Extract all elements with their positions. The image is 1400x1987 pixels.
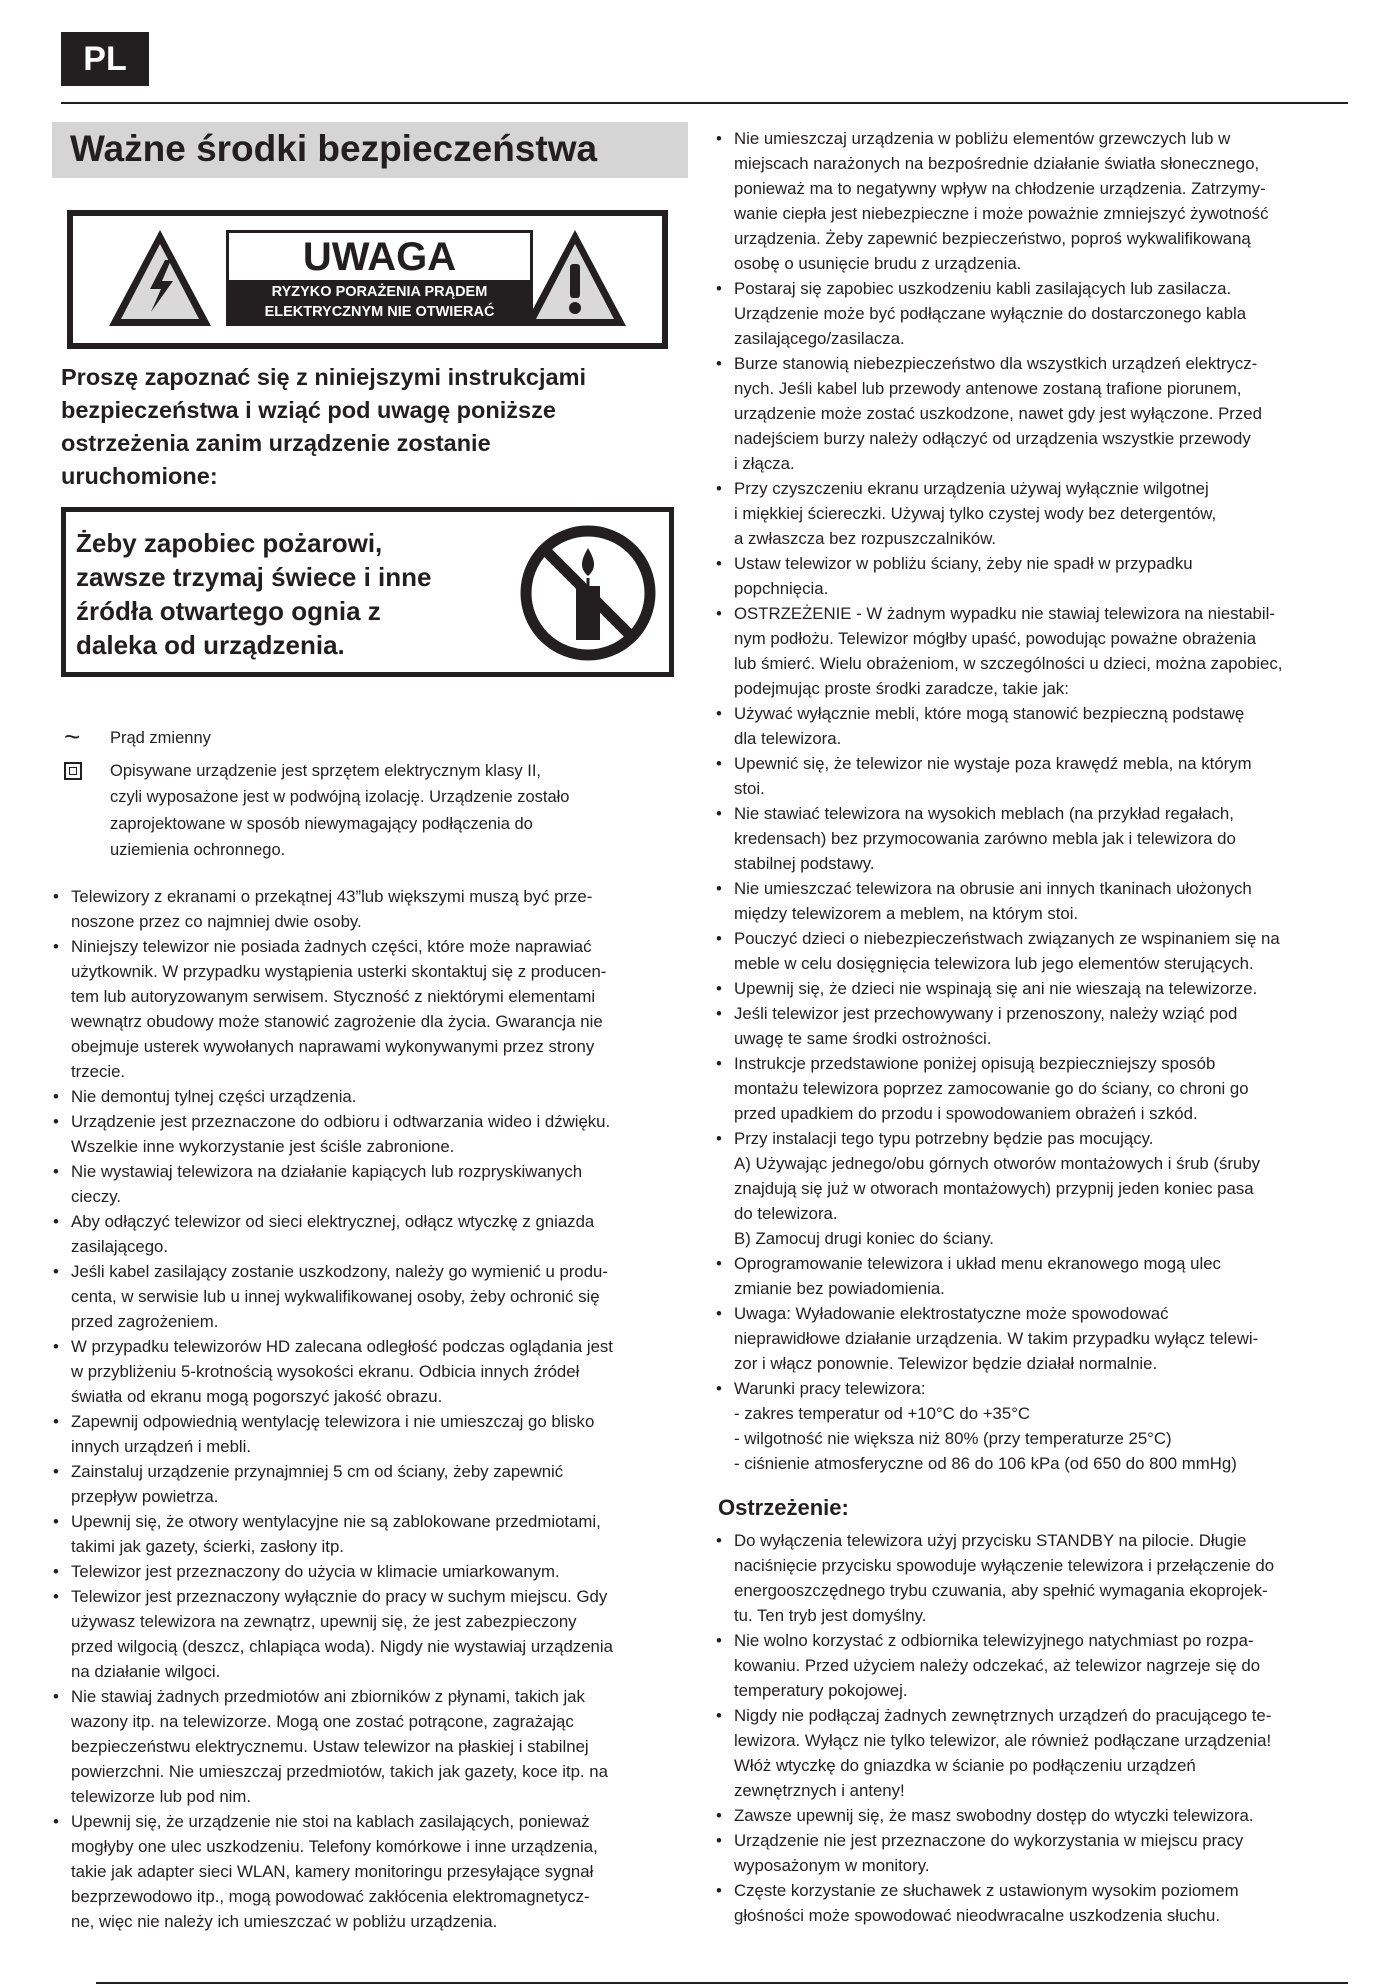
bullet-line: • Instrukcje przedstawione poniżej opisują bezpieczniejszy sposób <box>734 1054 1216 1073</box>
bullet-line: innych urządzeń i mebli. <box>71 1436 252 1456</box>
bullet-line: • Przy czyszczeniu ekranu urządzenia używaj wyłącznie wilgotnej <box>734 479 1209 498</box>
bullet-line: a zwłaszcza bez rozpuszczalników. <box>734 529 997 548</box>
bullet-line: noszone przez co najmniej dwie osoby. <box>71 911 362 931</box>
alternating-current-icon: ~ <box>64 721 81 752</box>
bullet-line: urządzenia. Żeby zapewnić bezpieczeństwo, poproś wykwalifikowaną <box>734 229 1251 248</box>
bullet-line: • Urządzenie jest przeznaczone do odbioru i odtwarzania wideo i dźwięku. <box>71 1111 611 1131</box>
bullet-line: uwagę te same środki ostrożności. <box>734 1029 992 1048</box>
bullet-line: przed wilgocią (deszcz, chlapiąca woda). Nigdy nie wystawiaj urządzenia <box>71 1636 613 1656</box>
bullet-line: • Oprogramowanie telewizora i układ menu ekranowego mogą ulec <box>734 1254 1221 1273</box>
bullet-line: • Warunki pracy telewizora: <box>734 1379 926 1398</box>
bullet-line: ponieważ ma to negatywny wpływ na chłodzenie urządzenia. Zatrzymy- <box>734 179 1266 198</box>
bullet-line: • Zapewnij odpowiednią wentylację telewizora i nie umieszczaj go blisko <box>71 1411 595 1431</box>
intro-line: ostrzeżenia zanim urządzenie zostanie <box>61 430 491 456</box>
bullet-line: przed zagrożeniem. <box>71 1311 219 1331</box>
condition-line: - zakres temperatur od +10°C do +35°C <box>734 1404 1031 1423</box>
bullet-line: • Zainstaluj urządzenie przynajmniej 5 cm od ściany, żeby zapewnić <box>71 1461 564 1481</box>
bullet-line: dla telewizora. <box>734 729 842 748</box>
bullet-line: mogłyby one ulec uszkodzeniu. Telefony komórkowe i inne urządzenia, <box>71 1836 598 1856</box>
bullet-line: wanie ciepła jest niebezpieczne i może poważnie zmniejszyć żywotność <box>734 204 1269 223</box>
class2-line: czyli wyposażone jest w podwójną izolację. Urządzenie zostało <box>110 788 570 806</box>
bullet-item <box>52 1209 688 1259</box>
class2-line: Opisywane urządzenie jest sprzętem elektrycznym klasy II, <box>110 761 541 780</box>
bottom-divider <box>96 1982 1348 1984</box>
fire-line: zawsze trzymaj świece i inne <box>76 562 432 592</box>
bullet-item <box>52 1084 688 1109</box>
bullet-item <box>715 1051 1345 1126</box>
bullet-item <box>715 351 1345 476</box>
exclamation-warning-icon <box>520 226 630 330</box>
bullet-line: • Nie stawiaj żadnych przedmiotów ani zbiorników z płynami, takich jak <box>71 1686 585 1706</box>
bullet-line: lub śmierć. Wielu obrażeniom, w szczególności u dzieci, można zapobiec, <box>734 654 1283 673</box>
bullet-line: w przybliżeniu 5-krotnością wysokości ekranu. Odbicia innych źródeł <box>71 1361 580 1381</box>
bullet-line: trzecie. <box>71 1061 126 1081</box>
bullet-line: między telewizorem a meblem, na którym stoi. <box>734 904 1079 923</box>
bullet-line: i miękkiej ściereczki. Używaj tylko czystej wody bez detergentów, <box>734 504 1217 523</box>
bullet-item <box>715 1376 1345 1401</box>
bullet-item <box>52 1109 688 1159</box>
bullet-line: • Nigdy nie podłączaj żadnych zewnętrznych urządzeń do pracującego te- <box>734 1706 1272 1725</box>
class2-line: zaprojektowane w sposób niewymagający podłączenia do <box>110 814 533 833</box>
bullet-line: wyposażonym w monitory. <box>734 1856 930 1875</box>
bullet-line: użytkownik. W przypadku wystąpienia usterki skontaktuj się z producen- <box>71 961 607 981</box>
bullet-line: stabilnej podstawy. <box>734 854 875 873</box>
condition-line: - wilgotność nie większa niż 80% (przy temperaturze 25°C) <box>734 1429 1172 1448</box>
bullet-item <box>52 1584 688 1684</box>
bullet-line: • Upewnij się, że dzieci nie wspinają się ani nie wieszają na telewizorze. <box>734 979 1258 998</box>
bullet-line: A) Używając jednego/obu górnych otworów montażowych i śrub (śruby <box>734 1154 1261 1173</box>
bullet-line: zmianie bez powiadomienia. <box>734 1279 945 1298</box>
bullet-line: osobę o usunięcie brudu z urządzenia. <box>734 254 1022 273</box>
bullet-line: używasz telewizora na zewnątrz, upewnij się, że jest zabezpieczony <box>71 1611 577 1631</box>
right-bullet-list <box>715 126 1345 1401</box>
bullet-line: • Uwaga: Wyładowanie elektrostatyczne może spowodować <box>734 1304 1169 1323</box>
bullet-line: kowaniu. Przed użyciem należy odczekać, aż telewizor nagrzeje się do <box>734 1656 1261 1675</box>
bullet-line: • Postaraj się zapobiec uszkodzeniu kabli zasilających lub zasilacza. <box>734 279 1232 298</box>
bullet-item <box>715 926 1345 976</box>
bullet-line: głośności może spowodować nieodwracalne uszkodzenia słuchu. <box>734 1906 1221 1925</box>
bullet-line: • Nie demontuj tylnej części urządzenia. <box>71 1086 357 1106</box>
bullet-line: podejmując proste środki zaradcze, takie jak: <box>734 679 1069 698</box>
bullet-line: urządzenie może zostać uszkodzone, nawet gdy jest wyłączone. Przed <box>734 404 1262 423</box>
bullet-line: • Urządzenie nie jest przeznaczone do wykorzystania w miejscu pracy <box>734 1831 1244 1850</box>
language-tag: PL <box>61 32 149 86</box>
bullet-item <box>52 1509 688 1559</box>
bullet-line: telewizorze lub pod nim. <box>71 1786 252 1806</box>
fire-line: Żeby zapobiec pożarowi, <box>76 528 383 558</box>
bullet-line: cieczy. <box>71 1186 122 1206</box>
bullet-line: • Pouczyć dzieci o niebezpieczeństwach związanych ze wspinaniem się na <box>734 929 1280 948</box>
class2-symbol-row <box>52 758 688 864</box>
bullet-item <box>715 1126 1345 1251</box>
bullet-item <box>715 126 1345 276</box>
bullet-item <box>715 1703 1345 1803</box>
bullet-line: wazony itp. na telewizorze. Mogą one zostać potrącone, zagrażając <box>71 1711 574 1731</box>
bullet-item <box>715 1528 1345 1628</box>
double-insulation-icon <box>64 762 82 780</box>
uwaga-subtext <box>226 282 533 322</box>
bullet-line: Wszelkie inne wykorzystanie jest ściśle zabronione. <box>71 1136 455 1156</box>
bullet-line: • Telewizor jest przeznaczony do użycia w klimacie umiarkowanym. <box>71 1561 560 1581</box>
bullet-line: przed upadkiem do przodu i spowodowaniem obrażeń i szkód. <box>734 1104 1198 1123</box>
bullet-line: • Ustaw telewizor w pobliżu ściany, żeby nie spadł w przypadku <box>734 554 1193 573</box>
fire-warning-box <box>61 507 674 677</box>
bullet-item <box>52 884 688 934</box>
bullet-line: zasilającego. <box>71 1236 169 1256</box>
bullet-line: powierzchni. Nie umieszczaj przedmiotów, takich jak gazety, koce itp. na <box>71 1761 608 1781</box>
bullet-line: • Nie umieszczaj urządzenia w pobliżu elementów grzewczych lub w <box>734 129 1231 148</box>
bullet-item <box>715 1301 1345 1376</box>
uwaga-heading: UWAGA <box>229 233 530 280</box>
top-divider <box>61 102 1348 104</box>
bullet-line: znajdują się już w otworach montażowych) przypnij jeden koniec pasa <box>734 1179 1254 1198</box>
bullet-line: • W przypadku telewizorów HD zalecana odległość podczas oglądania jest <box>71 1336 613 1356</box>
bullet-line: • Upewnić się, że telewizor nie wystaje poza krawędź mebla, na którym <box>734 754 1252 773</box>
bullet-item <box>715 1628 1345 1703</box>
bullet-line: stoi. <box>734 779 765 798</box>
bullet-item <box>52 934 688 1084</box>
bullet-item <box>715 551 1345 601</box>
bullet-line: bezpieczeństwu elektrycznemu. Ustaw telewizor na płaskiej i stabilnej <box>71 1736 589 1756</box>
bullet-line: • Używać wyłącznie mebli, które mogą stanowić bezpieczną podstawę <box>734 704 1245 723</box>
bullet-line: na działanie wilgoci. <box>71 1661 221 1681</box>
bullet-line: nym podłożu. Telewizor mógłby upaść, powodując poważne obrażenia <box>734 629 1257 648</box>
bullet-item <box>715 476 1345 551</box>
bullet-line: popchnięcia. <box>734 579 829 598</box>
bullet-line: temperatury pokojowej. <box>734 1681 908 1700</box>
bullet-line: energooszczędnego trybu czuwania, aby spełnić wymagania ekoprojek- <box>734 1581 1268 1600</box>
bullet-item <box>715 701 1345 751</box>
bullet-line: tem lub autoryzowanym serwisem. Styczność z niektórymi elementami <box>71 986 596 1006</box>
bullet-line: przepływ powietrza. <box>71 1486 219 1506</box>
operating-conditions <box>715 1401 1345 1476</box>
condition-line: - ciśnienie atmosferyczne od 86 do 106 kPa (od 650 do 800 mmHg) <box>734 1454 1237 1473</box>
bullet-line: ne, więc nie należy ich umieszczać w pobliżu urządzenia. <box>71 1911 498 1931</box>
class2-line: uziemienia ochronnego. <box>110 841 286 859</box>
bullet-line: zasilającego/zasilacza. <box>734 329 905 348</box>
intro-text <box>61 361 688 493</box>
fire-line: daleka od urządzenia. <box>76 630 345 660</box>
bullet-item <box>715 601 1345 701</box>
left-bullet-list <box>52 884 688 1934</box>
bullet-line: • Jeśli kabel zasilający zostanie uszkodzony, należy go wymienić u produ- <box>71 1261 608 1281</box>
bullet-item <box>715 1251 1345 1301</box>
bullet-item <box>715 1001 1345 1051</box>
bullet-line: • Częste korzystanie ze słuchawek z ustawionym wysokim poziomem <box>734 1881 1239 1900</box>
bullet-line: takie jak adapter sieci WLAN, kamery monitoringu przesyłające sygnał <box>71 1861 594 1881</box>
bullet-line: nadejściem burzy należy odłączyć od urządzenia wszystkie przewody <box>734 429 1251 448</box>
intro-line: bezpieczeństwa i wziąć pod uwagę poniższe <box>61 397 556 423</box>
electric-shock-warning-icon <box>105 226 215 330</box>
bullet-line: • Upewnij się, że urządzenie nie stoi na kablach zasilających, ponieważ <box>71 1811 590 1831</box>
bullet-line: • Nie stawiać telewizora na wysokich meblach (na przykład regałach, <box>734 804 1234 823</box>
bullet-line: obejmuje usterek wywołanych naprawami wykonywanymi przez strony <box>71 1036 595 1056</box>
bullet-line: • Upewnij się, że otwory wentylacyjne nie są zablokowane przedmiotami, <box>71 1511 601 1531</box>
bullet-line: B) Zamocuj drugi koniec do ściany. <box>734 1229 994 1248</box>
bullet-line: nych. Jeśli kabel lub przewody antenowe zostaną trafione piorunem, <box>734 379 1242 398</box>
bullet-line: • OSTRZEŻENIE - W żadnym wypadku nie stawiaj telewizora na niestabil- <box>734 604 1275 623</box>
intro-line: uruchomione: <box>61 463 218 489</box>
bullet-line: • Przy instalacji tego typu potrzebny będzie pas mocujący. <box>734 1129 1154 1148</box>
bullet-line: • Nie umieszczać telewizora na obrusie ani innych tkaninach ułożonych <box>734 879 1252 898</box>
bullet-line: • Aby odłączyć telewizor od sieci elektrycznej, odłącz wtyczkę z gniazda <box>71 1211 595 1231</box>
bullet-line: montażu telewizora poprzez zamocowanie go do ściany, co chroni go <box>734 1079 1249 1098</box>
bullet-line: • Telewizor jest przeznaczony wyłącznie do pracy w suchym miejscu. Gdy <box>71 1586 608 1606</box>
warning-subheading: Ostrzeżenie: <box>718 1495 849 1520</box>
uwaga-line-1: RYZYKO PORAŻENIA PRĄDEM <box>271 284 488 300</box>
bullet-line: • Burze stanowią niebezpieczeństwo dla wszystkich urządzeń elektrycz- <box>734 354 1258 373</box>
uwaga-line-2: ELEKTRYCZNYM NIE OTWIERAĆ <box>264 304 495 320</box>
left-column <box>52 122 688 1934</box>
bullet-line: do telewizora. <box>734 1204 838 1223</box>
bullet-line: kredensach) bez przymocowania zarówno mebla jak i telewizora do <box>734 829 1236 848</box>
fire-line: źródła otwartego ognia z <box>76 596 381 626</box>
bullet-line: • Do wyłączenia telewizora użyj przycisku STANDBY na pilocie. Długie <box>734 1531 1247 1550</box>
bullet-item <box>52 1559 688 1584</box>
bullet-line: Urządzenie może być podłączane wyłącznie do dostarczonego kabla <box>734 304 1247 323</box>
bullet-line: tu. Ten tryb jest domyślny. <box>734 1606 927 1625</box>
bullet-line: światła od ekranu mogą pogorszyć jakość obrazu. <box>71 1386 443 1406</box>
bullet-line: zor i włącz ponownie. Telewizor będzie działał normalnie. <box>734 1354 1158 1373</box>
bullet-item <box>52 1684 688 1809</box>
bullet-line: zewnętrznych i anteny! <box>734 1781 905 1800</box>
bullet-line: • Nie wolno korzystać z odbiornika telewizyjnego natychmiast po rozpa- <box>734 1631 1254 1650</box>
bullet-line: i złącza. <box>734 454 795 473</box>
bullet-line: • Jeśli telewizor jest przechowywany i przenoszony, należy wziąć pod <box>734 1004 1238 1023</box>
bullet-item <box>715 276 1345 351</box>
bullet-item <box>52 1259 688 1334</box>
intro-line: Proszę zapoznać się z niniejszymi instrukcjami <box>61 364 587 390</box>
bullet-line: lewizora. Wyłącz nie tylko telewizor, ale również podłączane urządzenia! <box>734 1731 1272 1750</box>
caution-label <box>67 210 668 349</box>
bullet-item <box>715 751 1345 801</box>
bullet-item <box>52 1459 688 1509</box>
right-column <box>715 126 1345 1928</box>
bullet-line: • Zawsze upewnij się, że masz swobodny dostęp do wtyczki telewizora. <box>734 1806 1254 1825</box>
bullet-item <box>715 1878 1345 1928</box>
no-candle-icon <box>519 524 657 662</box>
bullet-item <box>715 1828 1345 1878</box>
warning-bullet-list <box>715 1528 1345 1928</box>
bullet-item <box>52 1809 688 1934</box>
bullet-item <box>52 1409 688 1459</box>
ac-description: Prąd zmienny <box>110 729 211 747</box>
bullet-item <box>715 1803 1345 1828</box>
bullet-line: bezprzewodowo itp., mogą powodować zakłócenia elektromagnetycz- <box>71 1886 590 1906</box>
bullet-item <box>52 1159 688 1209</box>
bullet-line: meble w celu dosięgnięcia telewizora lub jego elementów sterujących. <box>734 954 1254 973</box>
bullet-line: naciśnięcie przycisku spowoduje wyłączenie telewizora i przełączenie do <box>734 1556 1275 1575</box>
bullet-item <box>52 1334 688 1409</box>
bullet-line: centa, w serwisie lub u innej wykwalifikowanej osoby, żeby ochronić się <box>71 1286 600 1306</box>
bullet-line: miejscach narażonych na bezpośrednie działanie światła słonecznego, <box>734 154 1260 173</box>
bullet-line: nieprawidłowe działanie urządzenia. W takim przypadku wyłącz telewi- <box>734 1329 1259 1348</box>
bullet-line: • Telewizory z ekranami o przekątnej 43”lub większymi muszą być prze- <box>71 886 593 906</box>
uwaga-panel <box>226 230 533 326</box>
ac-symbol-row <box>52 721 688 752</box>
fire-warning-text <box>76 526 526 662</box>
bullet-line: • Niniejszy telewizor nie posiada żadnych części, które może naprawiać <box>71 936 592 956</box>
bullet-item <box>715 876 1345 926</box>
bullet-item <box>715 976 1345 1001</box>
page-title: Ważne środki bezpieczeństwa <box>52 122 688 178</box>
bullet-line: takimi jak gazety, ścierki, zasłony itp. <box>71 1536 344 1556</box>
bullet-line: wewnątrz obudowy może stanowić zagrożenie dla życia. Gwarancja nie <box>71 1011 603 1031</box>
bullet-item <box>715 801 1345 876</box>
bullet-line: • Nie wystawiaj telewizora na działanie kapiących lub rozpryskiwanych <box>71 1161 583 1181</box>
bullet-line: Włóż wtyczkę do gniazdka w ścianie po podłączeniu urządzeń <box>734 1756 1196 1775</box>
